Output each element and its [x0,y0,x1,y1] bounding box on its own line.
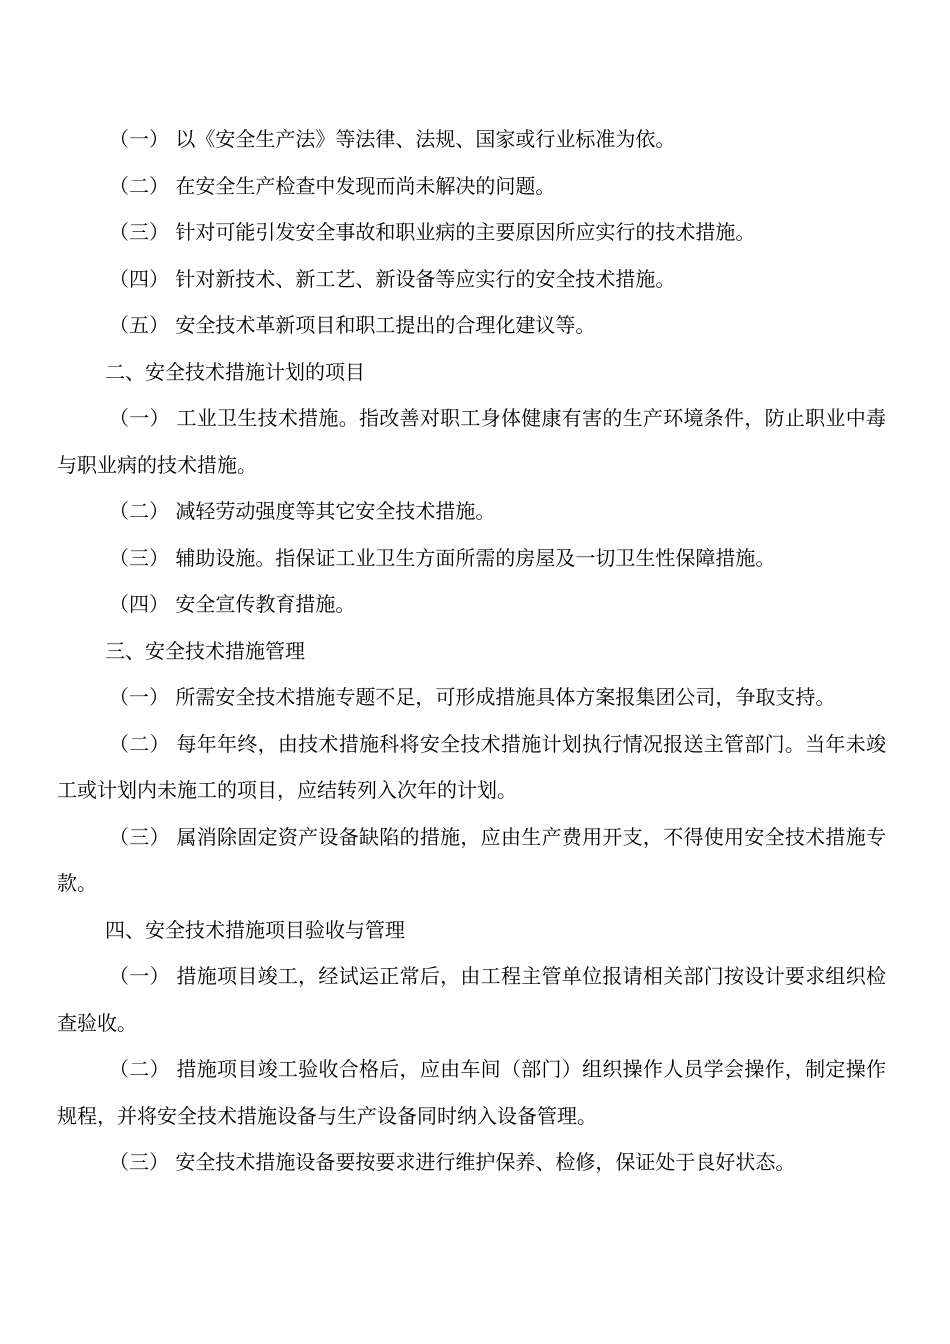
paragraph-innovation: （五） 安全技术革新项目和职工提出的合理化建议等。 [109,313,596,337]
section-heading-management: 三、安全技术措施管理 [105,638,305,663]
paragraph-equipment-defects: （三） 属消除固定资产设备缺陷的措施，应由生产费用开支，不得使用安全技术措施专款。 [57,824,886,895]
section-heading-plan-items: 二、安全技术措施计划的项目 [105,359,365,384]
paragraph-labor-intensity: （二） 减轻劳动强度等其它安全技术措施。 [109,499,496,523]
paragraph-accident-causes: （三） 针对可能引发安全事故和职业病的主要原因所应实行的技术措施。 [109,220,756,244]
paragraph-unresolved-issues: （二） 在安全生产检查中发现而尚未解决的问题。 [109,173,556,198]
paragraph-completion-inspection: （一） 措施项目竣工，经试运正常后，由工程主管单位报请相关部门按设计要求组织检查验收。 [57,964,886,1035]
paragraph-special-topics: （一） 所需安全技术措施专题不足，可形成措施具体方案报集团公司，争取支持。 [109,685,836,709]
paragraph-industrial-hygiene: （一） 工业卫生技术措施。指改善对职工身体健康有害的生产环境条件，防止职业中毒与职业病的技术措施。 [57,406,886,477]
paragraph-operation-procedures: （二） 措施项目竣工验收合格后，应由车间（部门）组织操作人员学会操作，制定操作规程，并将安全技术措施设备与生产设备同时纳入设备管理。 [57,1057,886,1128]
paragraph-safety-education: （四） 安全宣传教育措施。 [109,592,356,616]
paragraph-basis-law: （一） 以《安全生产法》等法律、法规、国家或行业标准为依。 [109,127,676,151]
paragraph-auxiliary-facilities: （三） 辅助设施。指保证工业卫生方面所需的房屋及一切卫生性保障措施。 [109,545,776,570]
paragraph-maintenance: （三） 安全技术措施设备要按要求进行维护保养、检修，保证处于良好状态。 [109,1150,796,1174]
paragraph-year-end-report: （二） 每年年终，由技术措施科将安全技术措施计划执行情况报送主管部门。当年未竣工或计划内未施工的项目，应结转列入次年的计划。 [57,731,886,802]
paragraph-new-technology: （四） 针对新技术、新工艺、新设备等应实行的安全技术措施。 [109,266,676,291]
section-heading-acceptance: 四、安全技术措施项目验收与管理 [105,917,405,942]
